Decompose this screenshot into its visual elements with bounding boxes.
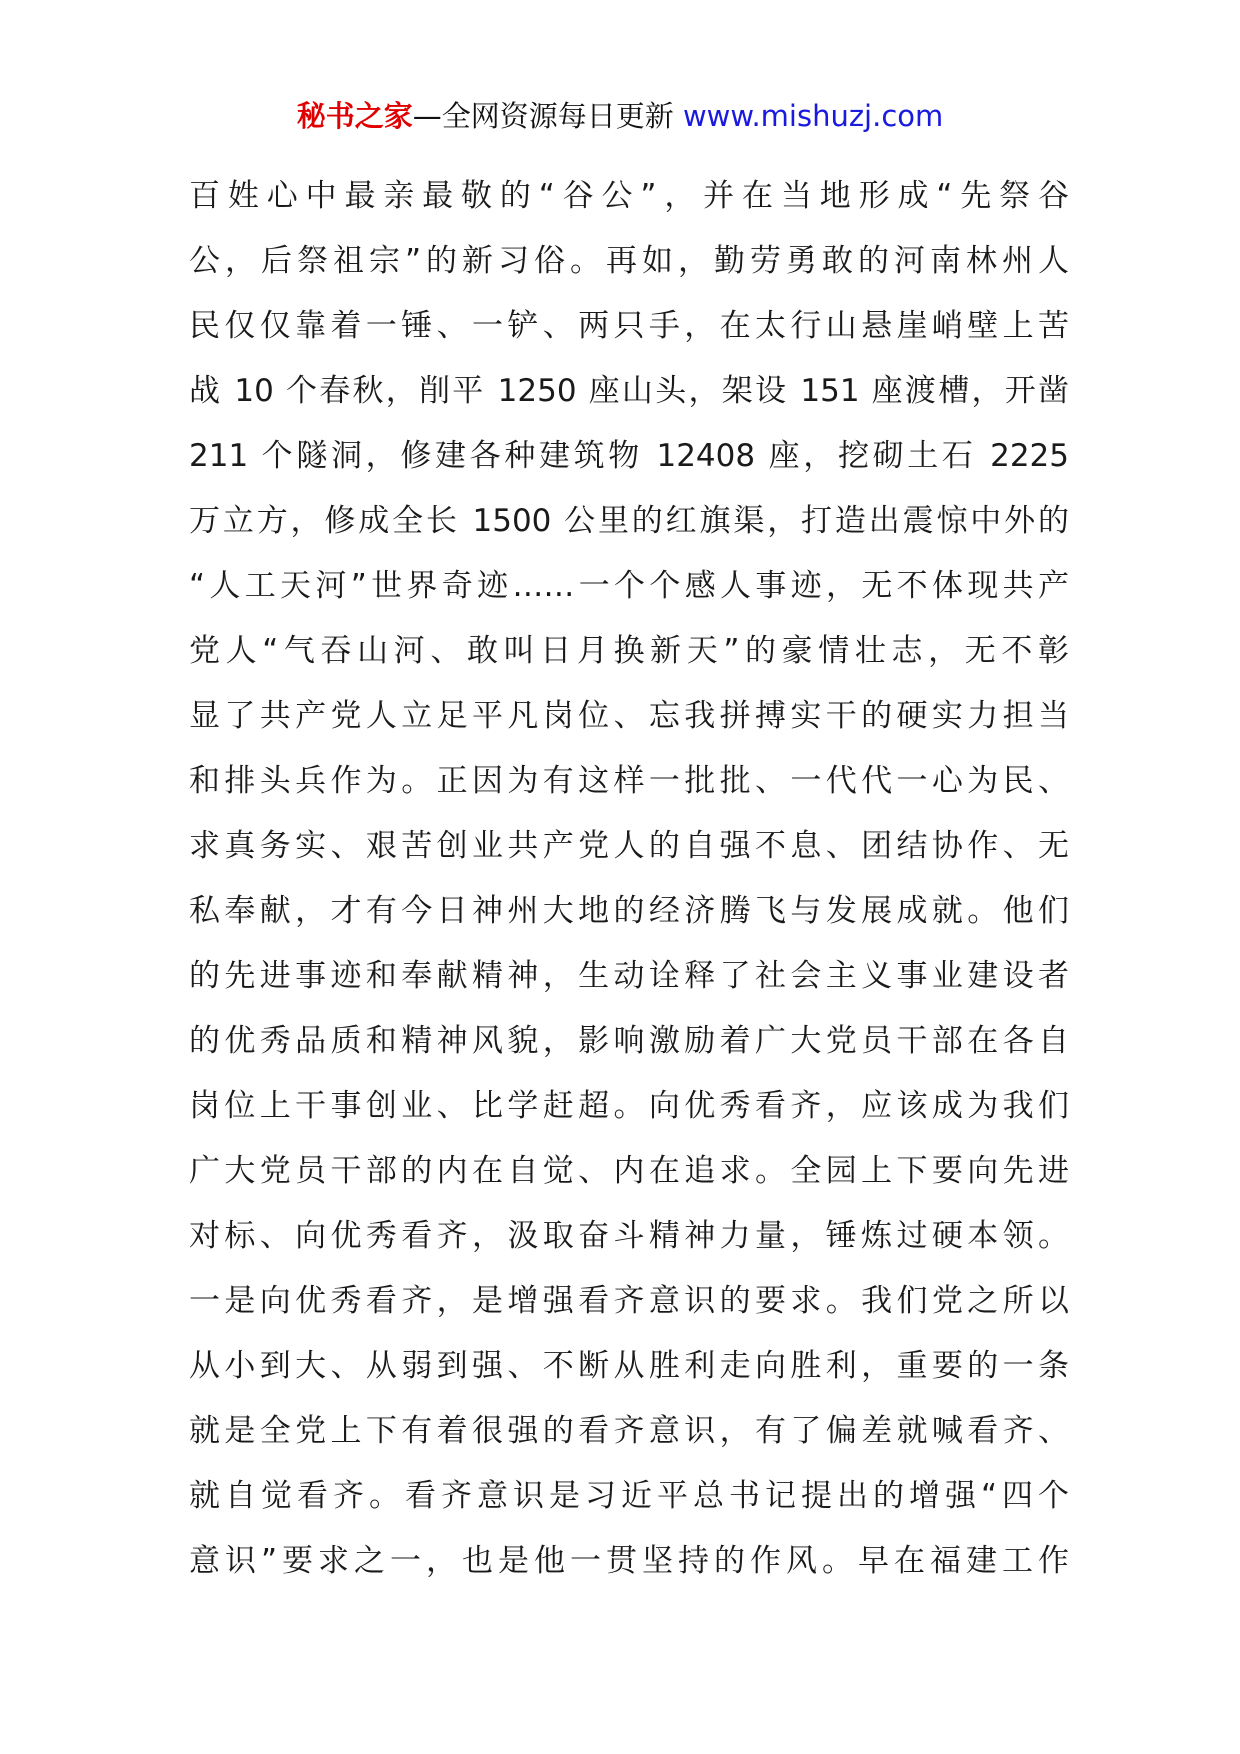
text-line: 广大党员干部的内在自觉、内在追求。全园上下要向先进 xyxy=(189,1153,1069,1189)
text-line: 和排头兵作为。正因为有这样一批批、一代代一心为民、 xyxy=(189,763,1069,799)
text-line: “人工天河”世界奇迹……一个个感人事迹，无不体现共产 xyxy=(189,568,1069,604)
text-line: 显了共产党人立足平凡岗位、忘我拼搏实干的硬实力担当 xyxy=(189,698,1069,734)
text-line: 的先进事迹和奉献精神，生动诠释了社会主义事业建设者 xyxy=(189,958,1069,994)
site-url-link[interactable]: www.mishuzj.com xyxy=(682,99,944,133)
text-line: 的优秀品质和精神风貌，影响激励着广大党员干部在各自 xyxy=(189,1023,1069,1059)
text-line: 就是全党上下有着很强的看齐意识，有了偏差就喊看齐、 xyxy=(189,1413,1069,1449)
text-line: 公，后祭祖宗”的新习俗。再如，勤劳勇敢的河南林州人 xyxy=(189,243,1069,279)
text-line: 求真务实、艰苦创业共产党人的自强不息、团结协作、无 xyxy=(189,828,1069,864)
text-line: 百姓心中最亲最敬的“谷公”，并在当地形成“先祭谷 xyxy=(189,178,1069,214)
text-line: 意识”要求之一，也是他一贯坚持的作风。早在福建工作 xyxy=(189,1543,1069,1579)
text-line: 从小到大、从弱到强、不断从胜利走向胜利，重要的一条 xyxy=(189,1348,1069,1384)
text-line: 万立方，修成全长 1500 公里的红旗渠，打造出震惊中外的 xyxy=(189,503,1069,539)
text-line: 党人“气吞山河、敢叫日月换新天”的豪情壮志，无不彰 xyxy=(189,633,1069,669)
site-brand: 秘书之家 xyxy=(296,99,413,133)
text-line: 就自觉看齐。看齐意识是习近平总书记提出的增强“四个 xyxy=(189,1478,1069,1514)
text-line: 岗位上干事创业、比学赶超。向优秀看齐，应该成为我们 xyxy=(189,1088,1069,1124)
text-line: 一是向优秀看齐，是增强看齐意识的要求。我们党之所以 xyxy=(189,1283,1069,1319)
text-line: 211 个隧洞，修建各种建筑物 12408 座，挖砌土石 2225 xyxy=(189,438,1069,474)
text-line: 民仅仅靠着一锤、一铲、两只手，在太行山悬崖峭壁上苦 xyxy=(189,308,1069,344)
site-tagline: —全网资源每日更新 xyxy=(412,99,674,133)
site-header xyxy=(0,96,1240,136)
text-line: 私奉献，才有今日神州大地的经济腾飞与发展成就。他们 xyxy=(189,893,1069,929)
text-line: 战 10 个春秋，削平 1250 座山头，架设 151 座渡槽，开凿 xyxy=(189,373,1069,409)
document-body xyxy=(189,164,1069,1594)
text-line: 对标、向优秀看齐，汲取奋斗精神力量，锤炼过硬本领。 xyxy=(189,1218,1069,1254)
